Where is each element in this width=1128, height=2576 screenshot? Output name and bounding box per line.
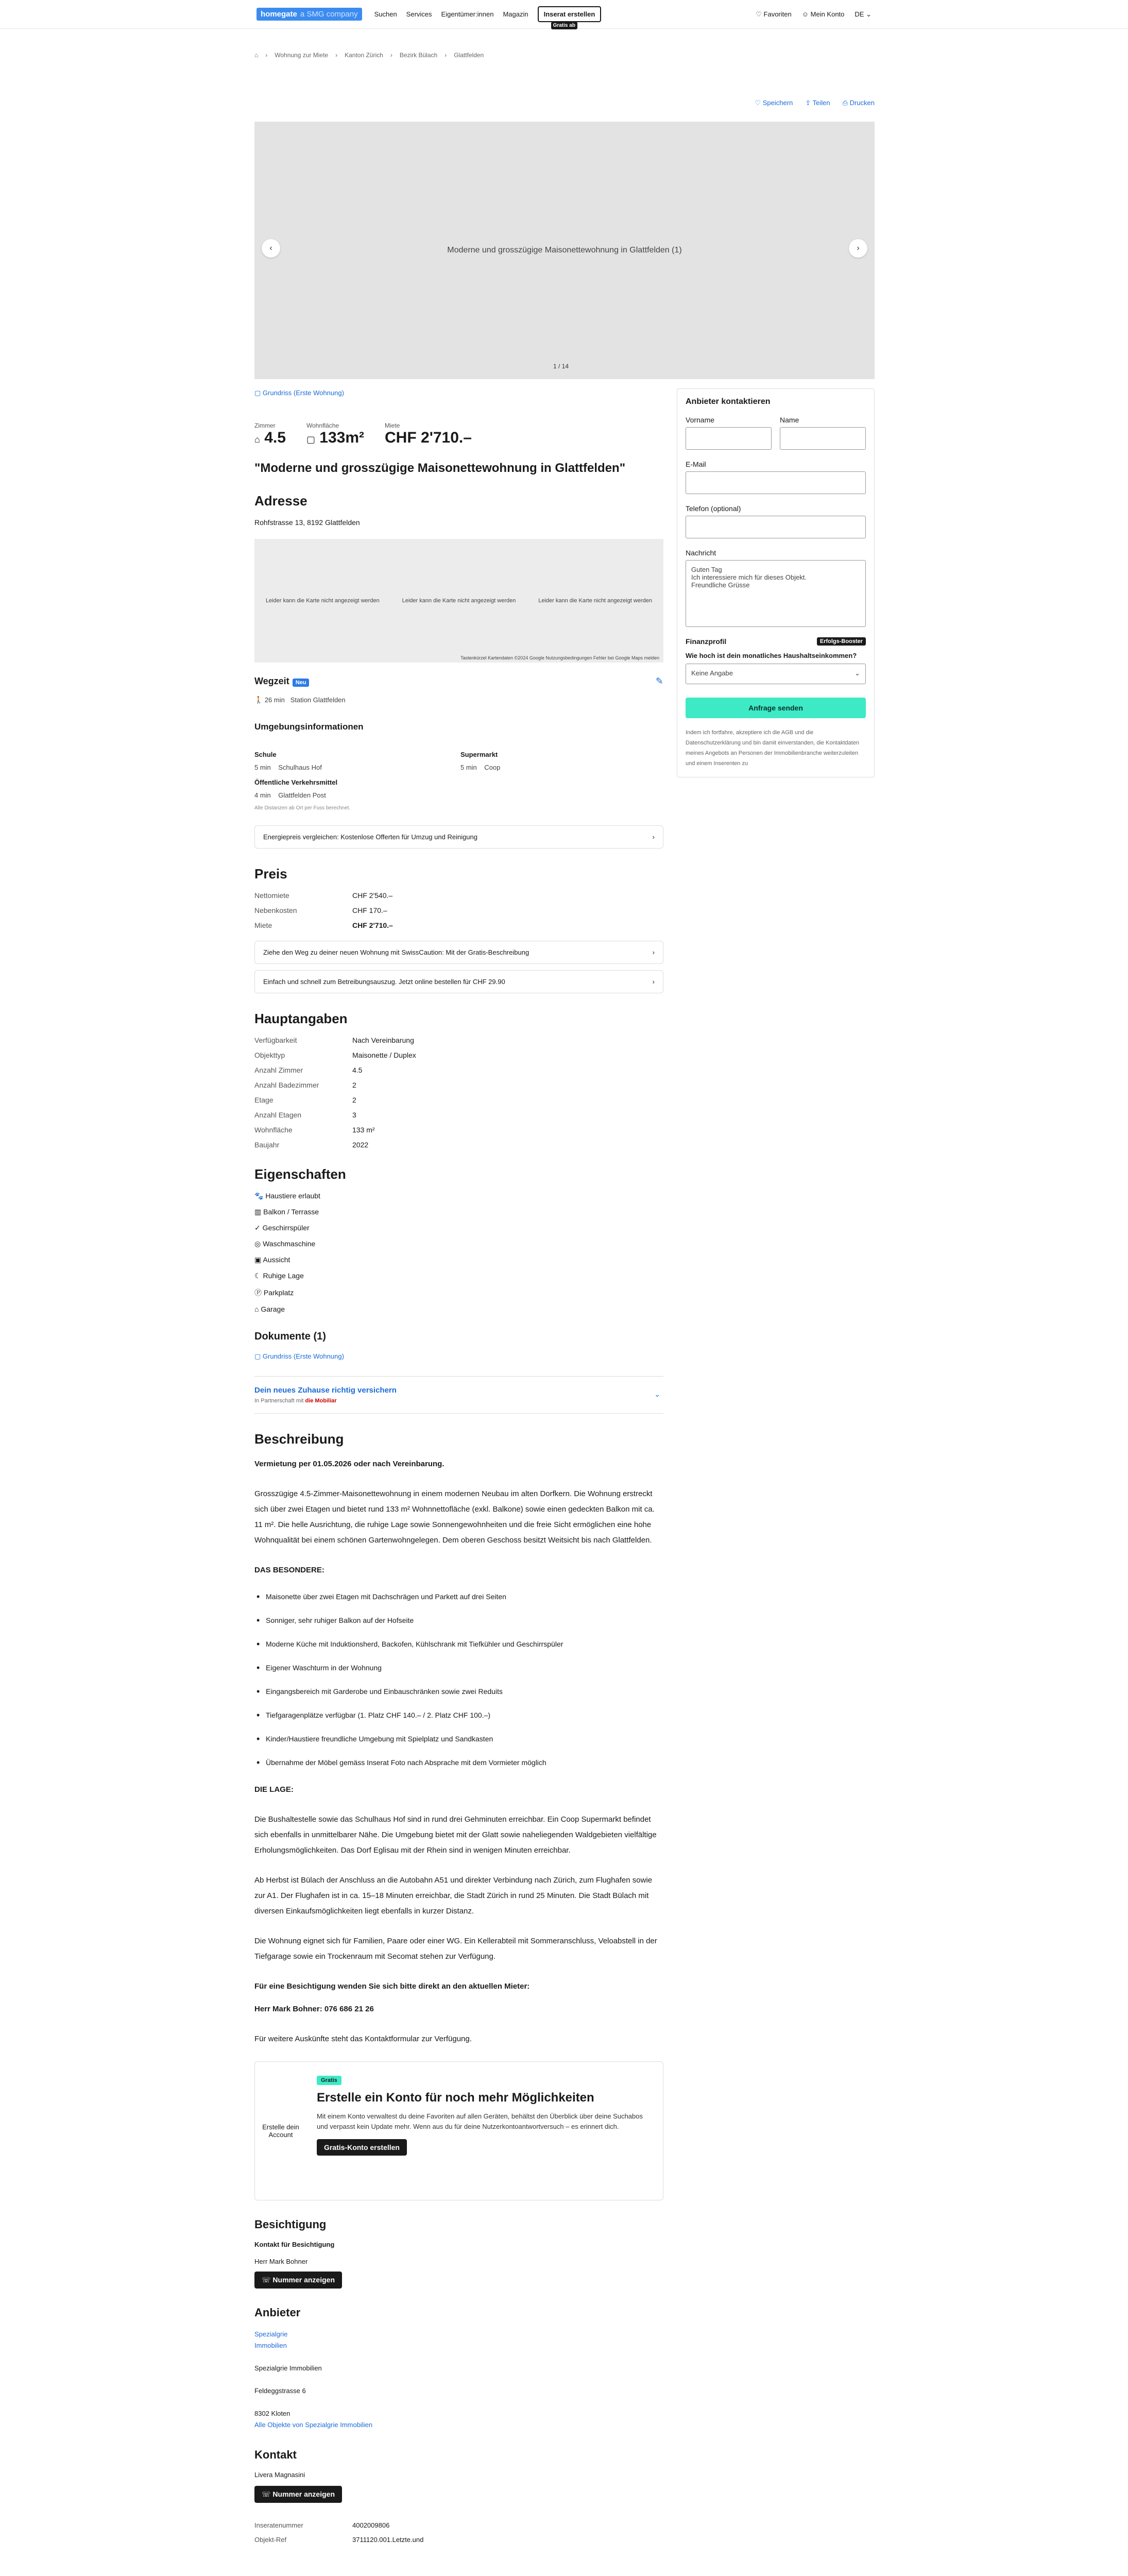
nav-right — [756, 10, 871, 19]
promo-text: Mit einem Konto verwaltest du deine Favoriten auf allen Geräten, behältst den Überblick über deine Suchabos und verpasst kein Update mehr. Wenn aus du für deine Nutzerkontoantwortversuch – es erinnert dich. — [316, 2112, 643, 2130]
viewing-section: Besichtigung Kontakt für Besichtigung Herr Mark Bohner ☏ Nummer anzeigen — [254, 2218, 663, 2289]
phone-input[interactable] — [686, 516, 866, 538]
promo-title: Erstelle ein Konto für noch mehr Möglichkeiten — [316, 2091, 594, 2105]
provider-logo-link[interactable]: Spezialgrie — [254, 2330, 288, 2338]
feature-item: ◎ Waschmaschine — [254, 1240, 316, 1248]
swisscaution-card[interactable]: Ziehe den Weg zu deiner neuen Wohnung mit SwissCaution: Mit der Gratis-Beschreibung › — [254, 941, 663, 964]
chevron-right-icon: › — [652, 833, 655, 841]
features-heading: Eigenschaften — [254, 1166, 346, 1182]
school-info: Schule 5 min Schulhaus Hof — [254, 751, 322, 771]
travel-time-label: Wegzeit Neu ✎ — [254, 676, 663, 686]
edit-icon[interactable]: ✎ — [655, 676, 663, 686]
show-number-button[interactable]: ☏ Nummer anzeigen — [254, 2486, 342, 2503]
feature-item: ✓ Geschirrspüler — [254, 1224, 310, 1232]
area-icon: ▢ — [306, 434, 315, 445]
save-button[interactable]: ♡ Speichern — [755, 99, 793, 107]
price-heading: Preis — [254, 866, 287, 882]
create-account-button[interactable]: Gratis-Konto erstellen — [317, 2139, 407, 2156]
contact-section: Kontakt Livera Magnasini ☏ Nummer anzeigen Inseratenummer 4002009806 Objekt-Ref 3711120.001.Letzte.und — [254, 2448, 663, 2544]
price-section — [254, 866, 663, 993]
mobiliar-logo: die Mobiliar — [305, 1398, 337, 1404]
provider-all-listings[interactable]: Alle Objekte von Spezialgrie Immobilien — [254, 2421, 373, 2429]
main-data-heading: Hauptangaben — [254, 1011, 348, 1026]
supermarket-info: Supermarkt 5 min Coop — [460, 751, 501, 771]
gratis-badge: Gratis — [317, 2076, 341, 2085]
feature-item: Ⓟ Parkplatz — [254, 1289, 294, 1297]
price-table: Nettomiete CHF 2'540.– Nebenkosten CHF 170.– Miete CHF 2'710.– — [254, 891, 393, 929]
nav-suchen[interactable]: Suchen — [374, 10, 397, 18]
listing-actions — [254, 99, 875, 107]
gallery-caption: Moderne und grosszügige Maisonettewohnung in Glattfelden (1) — [447, 246, 682, 255]
highlights-list: • Maisonette über zwei Etagen mit Dachschrägen und Parkett auf drei Seiten • Sonniger, sehr ruhiger Balkon auf der Hofseite • Moderne Küche mit Induktionsherd, Backofen, Kühlschrank mit Tiefkühler und Geschirrspüler • Eigener Waschturm in der Wohnung • Eingangsbereich mit Garderobe und Einbauschränken sowie zwei Reduits • Tiefgaragenplätze verfügbar (1. Platz CHF 140.– / 2. Platz CHF 100.–) • Kinder/Haustiere freundliche Umgebung mit Spielplatz und Sandkasten • Übernahme der Möbel gemäss Inserat Foto nach Absprache mit dem Vormieter möglich — [254, 1592, 663, 1767]
chevron-down-icon: ⌄ — [654, 1390, 660, 1398]
insurance-accordion[interactable]: Dein neues Zuhause richtig versichern In Partnerschaft mit die Mobiliar ⌄ — [254, 1376, 663, 1414]
share-button[interactable]: ⇪ Teilen — [805, 99, 830, 107]
breadcrumb-item[interactable]: Kanton Zürich — [345, 52, 383, 59]
map-footer: Tastenkürzel Kartendaten ©2024 Google Nutzungsbedingungen Fehler bei Google Maps melden — [460, 655, 659, 660]
area-fact: Wohnfläche ▢ 133m² — [306, 422, 365, 446]
feature-item: ▥ Balkon / Terrasse — [254, 1208, 319, 1216]
view-icon: ▣ — [254, 1256, 262, 1264]
nav-services[interactable]: Services — [406, 10, 432, 18]
listing-title: "Moderne und grosszügige Maisonettewohnung in Glattfelden" — [254, 461, 626, 475]
user-icon: ☺ — [801, 10, 809, 18]
top-navigation — [0, 0, 1128, 29]
account-link[interactable]: ☺ Mein Konto — [801, 10, 845, 18]
documents-section — [254, 1331, 663, 1414]
provider-section: Anbieter Spezialgrie Immobilien Spezialgrie Immobilien Feldeggstrasse 6 8302 Kloten Alle Objekte von Spezialgrie Immobilien — [254, 2306, 373, 2429]
account-promo: Erstelle dein Account Gratis Erstelle ein Konto für noch mehr Möglichkeiten Mit einem Konto verwaltest du deine Favoriten auf allen Geräten, behältst den Überblick über deine Suchabos und verpasst kein Update mehr. Wenn aus du für deine Nutzerkontoantwortversuch – es erinnert dich. Gratis-Konto erstellen — [254, 2061, 663, 2200]
message-textarea[interactable]: Guten Tag Ich interessiere mich für dieses Objekt. Freundliche Grüsse — [686, 560, 866, 627]
travel-time: 🚶 26 min Station Glattfelden — [254, 696, 346, 704]
image-gallery[interactable] — [254, 122, 875, 379]
gallery-next-icon[interactable]: › — [849, 239, 867, 258]
description-heading: Beschreibung — [254, 1431, 344, 1447]
heart-icon: ♡ — [756, 10, 762, 18]
gallery-prev-icon[interactable]: ‹ — [262, 239, 280, 258]
address-line: Rohfstrasse 13, 8192 Glattfelden — [254, 518, 360, 527]
send-inquiry-button[interactable]: Anfrage senden — [686, 698, 866, 718]
features-section — [254, 1166, 663, 1313]
firstname-input[interactable] — [686, 427, 772, 450]
rent-fact: Miete CHF 2'710.– — [385, 422, 472, 446]
homegate-logo[interactable]: homegate a SMG company — [257, 8, 362, 21]
key-facts — [254, 422, 663, 447]
feature-item: 🐾 Haustiere erlaubt — [254, 1192, 320, 1200]
quiet-icon: ☾ — [254, 1272, 261, 1280]
main-column — [254, 388, 663, 2544]
income-select[interactable]: Keine Angabe ⌄ — [686, 664, 866, 684]
email-input[interactable] — [686, 471, 866, 494]
surroundings-section — [254, 722, 663, 849]
create-listing-button[interactable]: Inserat erstellen Gratis ab — [538, 6, 602, 22]
breadcrumb-current: Glattfelden — [454, 52, 484, 59]
breadcrumb-item[interactable]: Wohnung zur Miete — [275, 52, 329, 59]
lastname-input[interactable] — [780, 427, 866, 450]
distance-note: Alle Distanzen ab Ort per Fuss berechnet. — [254, 805, 351, 811]
address-heading: Adresse — [254, 493, 307, 509]
home-icon[interactable]: ⌂ — [254, 52, 259, 59]
main-data-table: Verfügbarkeit Nach Vereinbarung Objekttyp Maisonette / Duplex Anzahl Zimmer 4.5 Anzahl Badezimmer 2 Etage 2 Anzahl Etagen 3 Wohnfläche 133 m² Baujahr 2022 — [254, 1036, 416, 1149]
chevron-down-icon: ⌄ — [866, 10, 871, 18]
print-button[interactable]: ⎙ Drucken — [842, 99, 875, 107]
balcony-icon: ▥ — [254, 1208, 262, 1216]
feature-item: ▣ Aussicht — [254, 1256, 290, 1264]
map[interactable]: Leider kann die Karte nicht angezeigt werden Leider kann die Karte nicht angezeigt werden Leider kann die Karte nicht angezeigt werden Tastenkürzel Kartendaten ©2024 Google Nutzungsbedingungen Fehler bei Google Maps melden — [254, 539, 663, 663]
gallery-counter: 1 / 14 — [553, 363, 569, 370]
rooms-fact: Zimmer ⌂ 4.5 — [254, 422, 286, 446]
documents-heading: Dokumente (1) — [254, 1331, 326, 1342]
main-data-section — [254, 1011, 663, 1149]
energy-compare-card[interactable]: Energiepreis vergleichen: Kostenlose Offerten für Umzug und Reinigung › — [254, 825, 663, 849]
nav-magazin[interactable]: Magazin — [503, 10, 528, 18]
language-select[interactable]: DE ⌄ — [854, 10, 871, 18]
debt-extract-card[interactable]: Einfach und schnell zum Betreibungsauszug. Jetzt online bestellen für CHF 29.90 › — [254, 970, 663, 993]
legal-note: Indem ich fortfahre, akzeptiere ich die AGB und die Datenschutzerklärung und bin damit einverstanden, die Kontaktdaten meines Angebots an Personen der Immobilienbranche weiterzuleiten und einem Inserenten zu — [686, 730, 859, 767]
listing-reference: Inseratenummer 4002009806 Objekt-Ref 3711120.001.Letzte.und — [254, 2521, 424, 2544]
breadcrumb: ⌂ › Wohnung zur Miete › Kanton Zürich › Bezirk Bülach › Glattfelden — [254, 52, 484, 59]
nav-eigentuemer[interactable]: Eigentümer:innen — [441, 10, 494, 18]
feature-item: ⌂ Garage — [254, 1305, 285, 1313]
transport-info: Öffentliche Verkehrsmittel 4 min Glattfelden Post — [254, 778, 338, 799]
main-nav — [374, 6, 602, 28]
breadcrumb-item[interactable]: Bezirk Bülach — [399, 52, 438, 59]
description-section: Beschreibung Vermietung per 01.05.2026 oder nach Vereinbarung. Grosszügige 4.5-Zimmer-Maisonettewohnung in einem modernen Neubau im alten Dorfkern. Die Wohnung erstreckt sich über zwei Etagen und bietet rund 133 m² Wohnnettofläche (exkl. Balkone) sowie einen gedeckten Balkon mit ca. 11 m². Die helle Ausrichtung, die ruhige Lage sowie Sonnengewohnheiten und die freie Sicht ermöglichen eine hohe Wohnqualität bei einem schönen Gartenwohngelegen. Dem oberen Geschoss besitzt Weitsicht bis nach Glattfelden. DAS BESONDERE: • Maisonette über zwei Etagen mit Dachschrägen und Parkett auf drei Seiten • Sonniger, sehr ruhiger Balkon auf der Hofseite • Moderne Küche mit Induktionsherd, Backofen, Kühlschrank mit Tiefkühler und Geschirrspüler • Eigener Waschturm in der Wohnung • Eingangsbereich mit Garderobe und Einbauschränken sowie zwei Reduits • Tiefgaragenplätze verfügbar (1. Platz CHF 140.– / 2. Platz CHF 100.–) • Kinder/Haustiere freundliche Umgebung mit Spielplatz und Sandkasten • Übernahme der Möbel gemäss Inserat Foto nach Absprache mit dem Vormieter möglich DIE LAGE: Die Bushaltestelle sowie das Schulhaus Hof sind in rund drei Gehminuten erreichbar. Ein Coop Supermarkt befindet sich ebenfalls in unmittelbarer Nähe. Die Umgebung bietet mit der Glatt sowie naheliegenden Waldgebieten vielfältige Erholungsmöglichkeiten. Das Dorf Eglisau mit der Rhein sind in wenigen Minuten erreichbar. Ab Herbst ist Bülach der Anschluss an die Autobahn A51 und direkter Verbindung nach Zürich, zum Flughafen sowie zur A1. Der Flughafen ist in ca. 15–18 Minuten erreichbar, die Stadt Zürich in rund 25 Minuten. Die Stadt Bülach mit diversen Einkaufsmöglichkeiten liegt ebenfalls in kurzer Distanz. Die Wohnung eignet sich für Familien, Paare oder einer WG. Ein Kellerabteil mit Sommeranschluss, Veloabstell in der Tiefgarage sowie ein Trockenraum mit Secomat stehen zur Verfügung. Für eine Besichtigung wenden Sie sich bitte direkt an den aktuellen Mieter: Herr Mark Bohner: 076 686 21 26 Für weitere Auskünfte steht das Kontaktformular zur Verfügung. — [254, 1431, 663, 2047]
surroundings-heading: Umgebungsinformationen — [254, 722, 364, 732]
check-icon: ✓ — [254, 1224, 261, 1232]
contact-form: Anbieter kontaktieren Vorname Name E-Mail Telefon (optional) Nachricht Guten Tag Ich interessiere mich für dieses Objekt. Freundliche Grüsse Finanzprofil Erfolgs-Booster Wie hoch ist dein monatliches Haushaltseinkommen? Keine Angabe ⌄ Anfrage senden Indem ich fortfahre, akzeptiere ich die AGB und die Datenschutzerklärung und bin damit einverstanden, die Kontaktdaten meines Angebots an Personen der Immobilienbranche weiterzuleiten und einem Inserenten zu — [677, 388, 875, 777]
feature-item: ☾ Ruhige Lage — [254, 1272, 304, 1280]
finance-profile: Finanzprofil Erfolgs-Booster — [686, 637, 866, 646]
features-list — [254, 1192, 663, 1313]
chevron-down-icon: ⌄ — [854, 669, 860, 677]
washer-icon: ◎ — [254, 1240, 261, 1248]
nav-left — [257, 6, 601, 28]
document-link[interactable]: ▢ Grundriss (Erste Wohnung) — [254, 1352, 344, 1360]
address-section — [254, 493, 663, 704]
parking-icon: Ⓟ — [254, 1289, 262, 1297]
favorites-link[interactable]: ♡ Favoriten — [756, 10, 792, 18]
floorplan-link[interactable]: ▢ Grundriss (Erste Wohnung) — [254, 389, 344, 397]
gratis-tag: Gratis ab — [551, 22, 577, 29]
garage-icon: ⌂ — [254, 1305, 259, 1313]
paw-icon: 🐾 — [254, 1192, 264, 1200]
rooms-icon: ⌂ — [254, 434, 260, 445]
show-number-button[interactable]: ☏ Nummer anzeigen — [254, 2272, 342, 2289]
